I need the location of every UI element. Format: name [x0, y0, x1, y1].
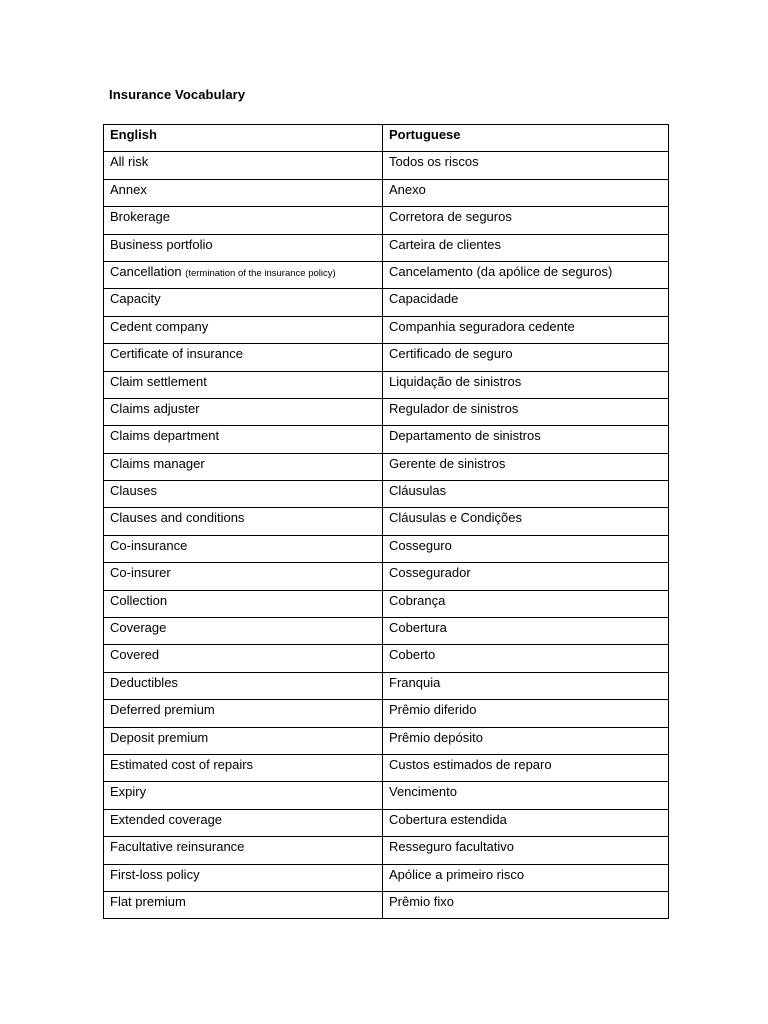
table-row	[104, 234, 669, 261]
english-term: Cedent company	[110, 318, 209, 334]
table-row	[104, 289, 669, 316]
portuguese-term: Custos estimados de reparo	[383, 754, 669, 781]
portuguese-term: Corretora de seguros	[383, 207, 669, 234]
english-term-cell	[104, 453, 383, 480]
portuguese-term: Capacidade	[383, 289, 669, 316]
english-term: Brokerage	[110, 209, 170, 225]
english-term: Clauses	[110, 483, 157, 499]
english-term-cell	[104, 261, 383, 288]
english-term: Estimated cost of repairs	[110, 756, 254, 772]
table-row	[104, 316, 669, 343]
table-row	[104, 426, 669, 453]
portuguese-term: Cláusulas e Condições	[383, 508, 669, 535]
english-term-note: (termination of the insurance policy)	[185, 267, 336, 279]
portuguese-term: Franquia	[383, 672, 669, 699]
english-term: First-loss policy	[110, 866, 200, 882]
english-term-cell	[104, 590, 383, 617]
english-term: Deposit premium	[110, 729, 209, 745]
portuguese-term: Prêmio fixo	[383, 891, 669, 918]
english-term-cell	[104, 645, 383, 672]
english-term: Expiry	[110, 784, 147, 800]
english-term-cell	[104, 234, 383, 261]
header-portuguese: Portuguese	[383, 125, 669, 152]
table-row	[104, 672, 669, 699]
english-term-cell	[104, 289, 383, 316]
portuguese-term: Certificado de seguro	[383, 344, 669, 371]
english-term: Covered	[110, 647, 160, 663]
table-row	[104, 152, 669, 179]
english-term: Cancellation	[110, 263, 182, 279]
english-term-cell	[104, 754, 383, 781]
table-row	[104, 645, 669, 672]
table-row	[104, 179, 669, 206]
table-row	[104, 754, 669, 781]
english-term-cell	[104, 672, 383, 699]
table-row	[104, 727, 669, 754]
english-term-cell	[104, 727, 383, 754]
portuguese-term: Anexo	[383, 179, 669, 206]
table-row	[104, 371, 669, 398]
portuguese-term: Apólice a primeiro risco	[383, 864, 669, 891]
table-row	[104, 535, 669, 562]
english-term: Claims department	[110, 428, 220, 444]
table-row	[104, 891, 669, 918]
portuguese-term: Prêmio diferido	[383, 700, 669, 727]
table-row	[104, 809, 669, 836]
table-row	[104, 563, 669, 590]
portuguese-term: Cosseguro	[383, 535, 669, 562]
portuguese-term: Prêmio depósito	[383, 727, 669, 754]
english-term-cell	[104, 398, 383, 425]
english-term: Deferred premium	[110, 702, 215, 718]
english-term: Deductibles	[110, 674, 178, 690]
english-term-cell	[104, 426, 383, 453]
english-term-cell	[104, 618, 383, 645]
portuguese-term: Regulador de sinistros	[383, 398, 669, 425]
english-term: Capacity	[110, 291, 161, 307]
english-term: Co-insurer	[110, 565, 171, 581]
header-english: English	[104, 125, 383, 152]
english-term-cell	[104, 782, 383, 809]
portuguese-term: Liquidação de sinistros	[383, 371, 669, 398]
portuguese-term: Companhia seguradora cedente	[383, 316, 669, 343]
english-term: Facultative reinsurance	[110, 839, 245, 855]
english-term-cell	[104, 371, 383, 398]
page-title: Insurance Vocabulary	[109, 87, 246, 102]
portuguese-term: Cobertura estendida	[383, 809, 669, 836]
english-term-cell	[104, 891, 383, 918]
english-term-cell	[104, 179, 383, 206]
english-term: Flat premium	[110, 893, 186, 909]
table-row	[104, 261, 669, 288]
table-row	[104, 590, 669, 617]
english-term-cell	[104, 563, 383, 590]
portuguese-term: Cobrança	[383, 590, 669, 617]
table-row	[104, 508, 669, 535]
table-row	[104, 782, 669, 809]
portuguese-term: Cancelamento (da apólice de seguros)	[383, 261, 669, 288]
english-term-cell	[104, 809, 383, 836]
english-term-cell	[104, 508, 383, 535]
portuguese-term: Cláusulas	[383, 481, 669, 508]
english-term: Claims manager	[110, 455, 205, 471]
english-term-cell	[104, 700, 383, 727]
portuguese-term: Carteira de clientes	[383, 234, 669, 261]
table-row	[104, 700, 669, 727]
english-term-cell	[104, 837, 383, 864]
english-term-cell	[104, 344, 383, 371]
table-row	[104, 207, 669, 234]
portuguese-term: Cobertura	[383, 618, 669, 645]
portuguese-term: Gerente de sinistros	[383, 453, 669, 480]
vocabulary-table-body	[104, 125, 669, 919]
portuguese-term: Resseguro facultativo	[383, 837, 669, 864]
english-term: Claim settlement	[110, 373, 207, 389]
portuguese-term: Vencimento	[383, 782, 669, 809]
portuguese-term: Departamento de sinistros	[383, 426, 669, 453]
english-term-cell	[104, 481, 383, 508]
english-term: Extended coverage	[110, 811, 223, 827]
portuguese-term: Todos os riscos	[383, 152, 669, 179]
english-term: All risk	[110, 154, 149, 170]
vocabulary-table	[103, 124, 669, 919]
english-term: Certificate of insurance	[110, 346, 243, 362]
english-term-cell	[104, 207, 383, 234]
english-term: Claims adjuster	[110, 400, 200, 416]
table-row	[104, 618, 669, 645]
table-row	[104, 837, 669, 864]
portuguese-term: Coberto	[383, 645, 669, 672]
table-row	[104, 398, 669, 425]
table-row	[104, 453, 669, 480]
english-term-cell	[104, 535, 383, 562]
english-term: Annex	[110, 181, 147, 197]
english-term: Collection	[110, 592, 168, 608]
portuguese-term: Cossegurador	[383, 563, 669, 590]
english-term: Co-insurance	[110, 537, 188, 553]
english-term-cell	[104, 864, 383, 891]
english-term: Coverage	[110, 620, 167, 636]
table-header-row	[104, 125, 669, 152]
table-row	[104, 344, 669, 371]
english-term-cell	[104, 152, 383, 179]
table-row	[104, 481, 669, 508]
english-term: Business portfolio	[110, 236, 213, 252]
table-row	[104, 864, 669, 891]
english-term: Clauses and conditions	[110, 510, 245, 526]
english-term-cell	[104, 316, 383, 343]
